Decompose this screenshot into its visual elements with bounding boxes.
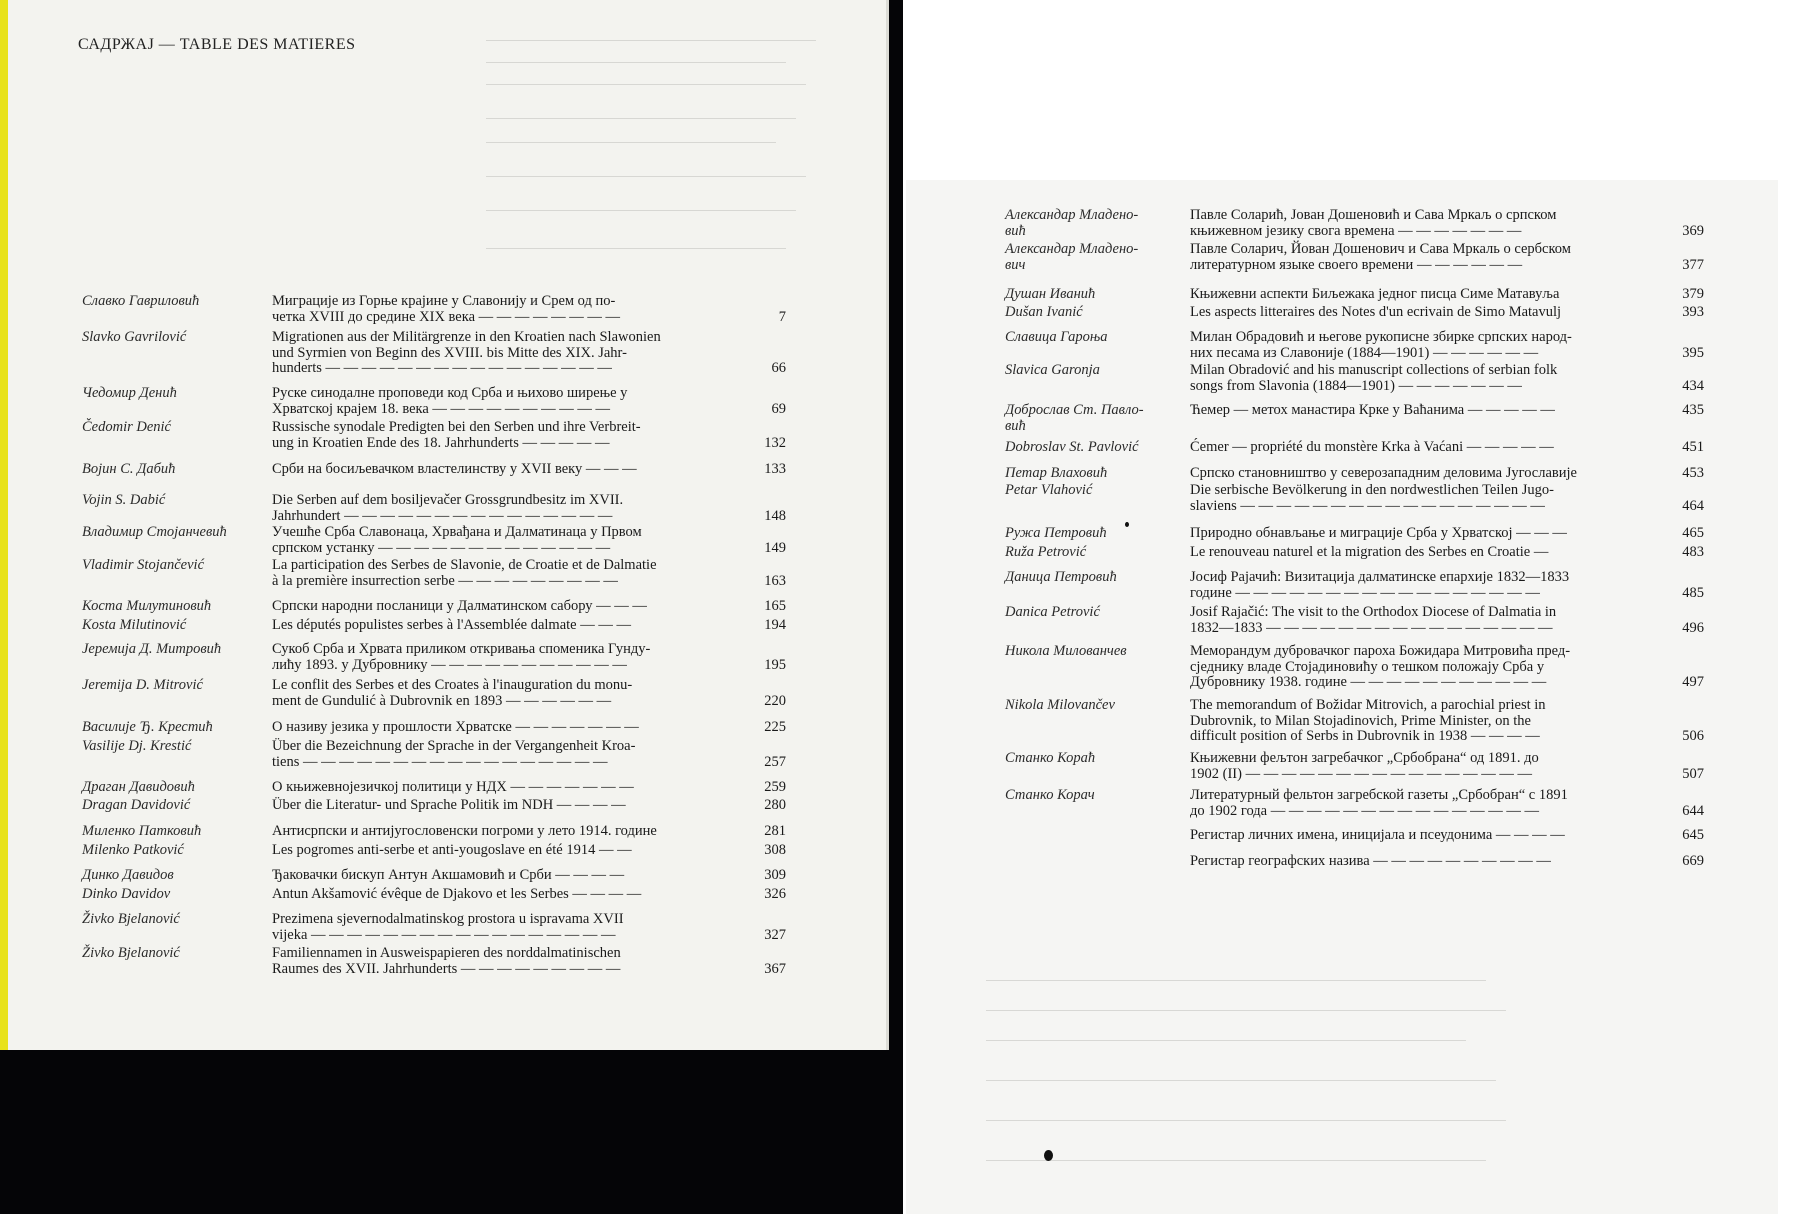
toc-page-number: 645	[1682, 827, 1704, 843]
toc-page-number: 379	[1682, 286, 1704, 302]
toc-title: Die Serben auf dem bosiljevačer Grossgrundbesitz im XVII. Jahrhundert — — — — — — — — — — — — — — —	[272, 492, 624, 524]
toc-title: Српски народни посланици у Далматинском сабору — — —	[272, 598, 647, 614]
toc-page-number: 194	[764, 617, 786, 633]
toc-author: Nikola Milovančev	[1005, 697, 1115, 713]
toc-title: Регистар географских назива — — — — — — — — — —	[1190, 853, 1551, 869]
toc-author: Čedomir Denić	[82, 419, 171, 435]
toc-page-number: 281	[764, 823, 786, 839]
toc-page-number: 451	[1682, 439, 1704, 455]
contents-header: САДРЖАЈ — TABLE DES MATIERES	[78, 36, 356, 53]
toc-author: Ружа Петровић	[1005, 525, 1107, 541]
toc-title: Регистар личних имена, иницијала и псеудонима — — — —	[1190, 827, 1565, 843]
toc-page-number: 377	[1682, 256, 1704, 273]
toc-title: Књижевни фељтон загребачког „Србобрана“ од 1891. до 1902 (II) — — — — — — — — — — — — — — — —	[1190, 750, 1539, 782]
toc-author: Александар Младено- вић	[1005, 207, 1139, 239]
toc-title: Le renouveau naturel et la migration des Serbes en Croatie —	[1190, 544, 1549, 560]
toc-page-number: 497	[1682, 674, 1704, 690]
toc-page-number: 464	[1682, 497, 1704, 514]
toc-author: Владимир Стојанчевић	[82, 524, 227, 540]
bleed-through-line	[486, 84, 806, 85]
toc-author: Vojin S. Dabić	[82, 492, 166, 508]
toc-page-number: 435	[1682, 402, 1704, 418]
bleed-through-line	[986, 1010, 1506, 1011]
toc-page-number: 132	[764, 434, 786, 451]
toc-page-number: 369	[1682, 222, 1704, 239]
toc-author: Душан Иванић	[1005, 286, 1096, 302]
page-edge	[0, 0, 8, 1050]
toc-title: Ћемер — метох манастира Крке у Ваћанима — — — — —	[1190, 402, 1555, 418]
toc-author: Dušan Ivanić	[1005, 304, 1083, 320]
toc-title: Ćemer — propriété du monstère Krka à Vaćani — — — — —	[1190, 439, 1554, 455]
toc-author: Petar Vlahović	[1005, 482, 1093, 498]
toc-page-number: 483	[1682, 544, 1704, 560]
toc-page-number: 7	[778, 308, 786, 325]
toc-author: Василије Ђ. Крестић	[82, 719, 213, 735]
toc-title: Литературный фельтон загребской газеты „Србобран“ с 1891 до 1902 года — — — — — — — — — — — — — — —	[1190, 787, 1568, 819]
toc-title: Меморандум дубровачког пароха Божидара Митровића пред- сједнику владе Стојадиновићу о тешком положају Срба у Дубровнику 1938. године — — — — — — — — — — —	[1190, 643, 1571, 690]
toc-page-number: 326	[764, 886, 786, 902]
toc-page-number: 395	[1682, 344, 1704, 361]
toc-author: Славица Гароња	[1005, 329, 1108, 345]
toc-page-number: 434	[1682, 377, 1704, 394]
toc-page-number: 496	[1682, 619, 1704, 636]
toc-title: Ђаковачки бискуп Антун Акшамовић и Срби — — — —	[272, 867, 625, 883]
toc-author: Slavica Garonja	[1005, 362, 1100, 378]
bleed-through-line	[986, 1160, 1486, 1161]
toc-author: Živko Bjelanović	[82, 911, 180, 927]
bleed-through-line	[486, 210, 796, 211]
toc-title: Die serbische Bevölkerung in den nordwestlichen Teilen Jugo- slaviens — — — — — — — — — — — — — — — — —	[1190, 482, 1554, 514]
toc-title: Јосиф Рајачић: Визитација далматинске епархије 1832—1833 године — — — — — — — — — — — — — — — — —	[1190, 569, 1570, 601]
toc-page-number: 644	[1682, 802, 1704, 819]
toc-title: Les pogromes anti-serbe et anti-yougoslave en été 1914 — —	[272, 842, 632, 858]
toc-author: Ruža Petrović	[1005, 544, 1087, 560]
toc-title: Природно обнављање и миграције Срба у Хрватској — — —	[1190, 525, 1567, 541]
toc-author: Živko Bjelanović	[82, 945, 180, 961]
toc-page-number: 669	[1682, 853, 1704, 869]
toc-page-number: 280	[764, 797, 786, 813]
toc-title: Милан Обрадовић и његове рукописне збирке српских народ- них песама из Славоније (1884—1901) — — — — — —	[1190, 329, 1572, 361]
toc-author: Danica Petrović	[1005, 604, 1100, 620]
toc-author: Jeremija D. Mitrović	[82, 677, 203, 693]
bleed-through-line	[986, 1120, 1506, 1121]
toc-title: Les députés populistes serbes à l'Assemblée dalmate — — —	[272, 617, 631, 633]
toc-author: Slavko Gavrilović	[82, 329, 187, 345]
toc-title: Павле Соларич, Йован Дошенович и Сава Мркаль о сербском литературном языке своего времени — — — — — —	[1190, 241, 1571, 273]
toc-page-number: 465	[1682, 525, 1704, 541]
toc-title: Migrationen aus der Militärgrenze in den Kroatien nach Slawonien und Syrmien von Beginn des XVIII. bis Mitte des XIX. Jahr- hunderts — — — — — — — — — — — — — — — —	[272, 329, 661, 376]
toc-page-number: 133	[764, 461, 786, 477]
toc-author: Dragan Davidović	[82, 797, 191, 813]
toc-title: Antun Akšamović évêque de Djakovo et les Serbes — — — —	[272, 886, 642, 902]
toc-title: Über die Literatur- und Sprache Politik im NDH — — — —	[272, 797, 626, 813]
toc-page-number: 506	[1682, 728, 1704, 744]
toc-title: Les aspects litteraires des Notes d'un ecrivain de Simo Matavulj	[1190, 304, 1562, 320]
toc-title: Russische synodale Predigten bei den Serben und ihre Verbreit- ung in Kroatien Ende des 18. Jahrhunderts — — — — —	[272, 419, 641, 451]
toc-page-number: 453	[1682, 465, 1704, 481]
toc-author: Јеремија Д. Митровић	[82, 641, 222, 657]
bleed-through-line	[986, 980, 1486, 981]
toc-title: Књижевни аспекти Биљежака једног писца Симе Матавуља	[1190, 286, 1560, 302]
toc-page-number: 69	[771, 400, 786, 417]
toc-title: Milan Obradović and his manuscript collections of serbian folk songs from Slavonia (1884—1901) — — — — — — —	[1190, 362, 1558, 394]
bleed-through-line	[486, 248, 786, 249]
toc-author: Петар Влаховић	[1005, 465, 1108, 481]
toc-page-number: 507	[1682, 765, 1704, 782]
toc-page-number: 257	[764, 753, 786, 770]
toc-page-number: 485	[1682, 584, 1704, 601]
toc-title: Josif Rajačić: The visit to the Orthodox Diocese of Dalmatia in 1832—1833 — — — — — — — — — — — — — — — —	[1190, 604, 1557, 636]
toc-author: Драган Давидовић	[82, 779, 195, 795]
toc-title: Учешће Срба Славонаца, Хрвађана и Далматинаца у Првом српском устанку — — — — — — — — — — — — —	[272, 524, 642, 556]
toc-title: Prezimena sjevernodalmatinskog prostora u ispravama XVII vijeka — — — — — — — — — — — — — — — — —	[272, 911, 624, 943]
ink-speck	[1044, 1150, 1053, 1161]
toc-author: Миленко Патковић	[82, 823, 202, 839]
toc-author: Kosta Milutinović	[82, 617, 187, 633]
toc-page-number: 195	[764, 656, 786, 673]
toc-title: Павле Соларић, Јован Дошеновић и Сава Мркаљ о српском књижевном језику свога времена — — — — — — —	[1190, 207, 1557, 239]
bleed-through-line	[486, 62, 786, 63]
bleed-through-line	[486, 142, 776, 143]
toc-page-number: 309	[764, 867, 786, 883]
toc-page-number: 308	[764, 842, 786, 858]
toc-author: Dobroslav St. Pavlović	[1005, 439, 1139, 455]
toc-author: Чедомир Денић	[82, 385, 177, 401]
bleed-through-line	[486, 176, 806, 177]
toc-author: Коста Милутиновић	[82, 598, 212, 614]
toc-title: Срби на босиљевачком властелинству у XVII веку — — —	[272, 461, 637, 477]
bleed-through-line	[486, 118, 796, 119]
toc-author: Славко Гавриловић	[82, 293, 200, 309]
bleed-through-line	[986, 1080, 1496, 1081]
toc-author: Станко Кораћ	[1005, 750, 1096, 766]
toc-title: Антисрпски и антијугословенски погроми у лето 1914. године	[272, 823, 657, 839]
toc-page-number: 149	[764, 539, 786, 556]
toc-page-number: 163	[764, 572, 786, 589]
toc-author: Александар Младено- вич	[1005, 241, 1139, 273]
toc-title: Руске синодалне проповеди код Срба и њихово ширење у Хрватској крајем 18. века — — — — — — — — — —	[272, 385, 628, 417]
toc-author: Динко Давидов	[82, 867, 174, 883]
toc-author: Станко Корач	[1005, 787, 1095, 803]
toc-page-number: 327	[764, 926, 786, 943]
toc-title: Српско становништво у северозападним деловима Југославије	[1190, 465, 1577, 481]
toc-page-number: 393	[1682, 304, 1704, 320]
toc-title: Миграције из Горње крајине у Славонију и Срем од по- четка XVIII до средине XIX века — — — — — — — —	[272, 293, 620, 325]
toc-author: Vasilije Dj. Krestić	[82, 738, 192, 754]
toc-title: Familiennamen in Ausweispapieren des norddalmatinischen Raumes des XVII. Jahrhunderts — — — — — — — — —	[272, 945, 621, 977]
toc-title: La participation des Serbes de Slavonie, de Croatie et de Dalmatie à la première insurrection serbe — — — — — — — — —	[272, 557, 657, 589]
toc-author: Никола Милованчев	[1005, 643, 1127, 659]
toc-page-number: 66	[771, 360, 786, 376]
toc-title: The memorandum of Božidar Mitrovich, a parochial priest in Dubrovnik, to Milan Stojadinovich, Prime Minister, on the difficult position of Serbs in Dubrovnik in 1938 — — — —	[1190, 697, 1546, 744]
toc-page-number: 220	[764, 692, 786, 709]
toc-title: О називу језика у прошлости Хрватске — — — — — — —	[272, 719, 639, 735]
toc-author: Војин С. Дабић	[82, 461, 176, 477]
toc-title: О књижевнојезичкој политици у НДХ — — — — — — —	[272, 779, 634, 795]
toc-author: Dinko Davidov	[82, 886, 171, 902]
toc-author: Доброслав Ст. Павло- вић	[1005, 402, 1144, 434]
toc-author: Vladimir Stojančević	[82, 557, 205, 573]
toc-page-number: 225	[764, 719, 786, 735]
toc-page-number: 367	[764, 960, 786, 977]
toc-page-number: 148	[764, 507, 786, 524]
toc-title: Über die Bezeichnung der Sprache in der Vergangenheit Kroa- tiens — — — — — — — — — — — — — — — — —	[272, 738, 636, 770]
toc-title: Сукоб Срба и Хрвата приликом откривања споменика Гунду- лићу 1893. у Дубровнику — — — — — — — — — — —	[272, 641, 651, 673]
toc-author: Даница Петровић	[1005, 569, 1117, 585]
toc-title: Le conflit des Serbes et des Croates à l'inauguration du monu- ment de Gundulić à Dubrovnik en 1893 — — — — — —	[272, 677, 633, 709]
bleed-through-line	[486, 40, 816, 41]
toc-page-number: 165	[764, 598, 786, 614]
toc-page-number: 259	[764, 779, 786, 795]
bleed-through-line	[986, 1040, 1466, 1041]
toc-author: Milenko Patković	[82, 842, 184, 858]
